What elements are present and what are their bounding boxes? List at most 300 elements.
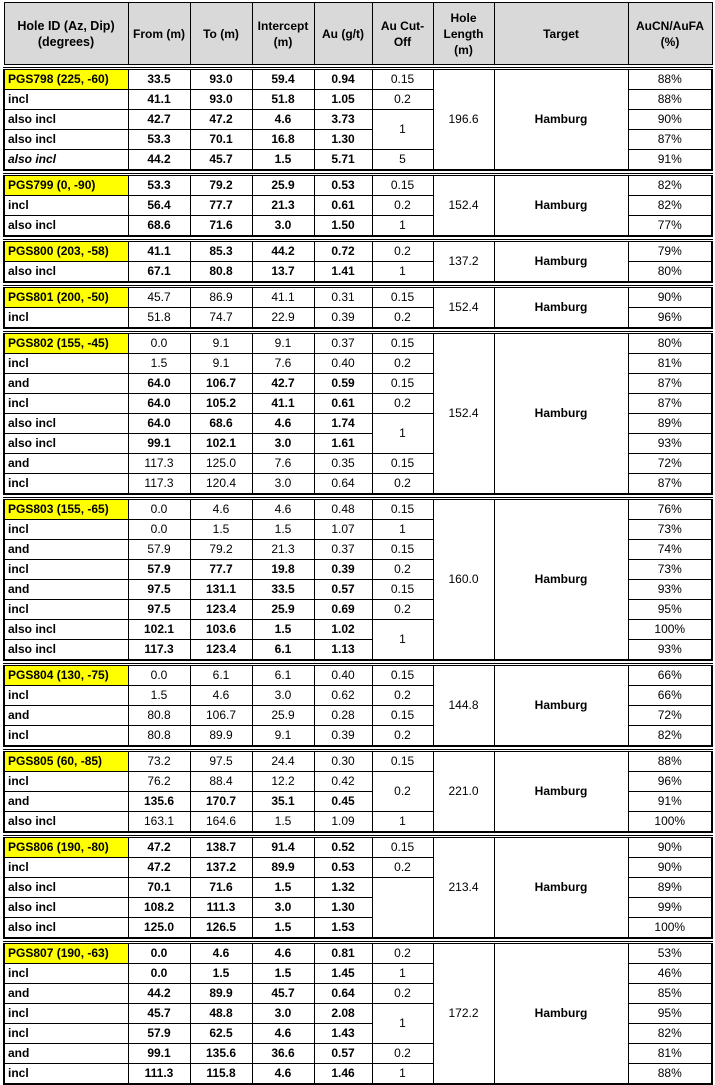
cell-from: 99.1 [128, 1044, 190, 1064]
cell-ratio: 66% [628, 686, 712, 706]
cell-to: 85.3 [190, 241, 252, 262]
cell-intercept: 7.6 [252, 454, 314, 474]
interval-label: incl [4, 196, 128, 216]
cell-ratio: 72% [628, 454, 712, 474]
cell-to: 164.6 [190, 812, 252, 833]
cell-cutoff: 0.2 [372, 241, 433, 262]
interval-label: and [4, 792, 128, 812]
cell-from: 163.1 [128, 812, 190, 833]
cell-au: 1.74 [314, 414, 372, 434]
cell-from: 45.7 [128, 1004, 190, 1024]
cell-ratio: 85% [628, 984, 712, 1004]
cell-to: 6.1 [190, 665, 252, 686]
cell-ratio: 87% [628, 374, 712, 394]
cell-au: 2.08 [314, 1004, 372, 1024]
cell-from: 97.5 [128, 600, 190, 620]
cell-au: 0.45 [314, 792, 372, 812]
cell-to: 9.1 [190, 354, 252, 374]
cell-au: 0.64 [314, 474, 372, 495]
cell-target: Hamburg [494, 837, 628, 939]
cell-intercept: 42.7 [252, 374, 314, 394]
cell-au: 1.45 [314, 964, 372, 984]
cell-au: 5.71 [314, 150, 372, 171]
header-hole-length: Hole Length (m) [433, 3, 494, 65]
cell-hole-length: 152.4 [433, 287, 494, 329]
hole-group [4, 333, 712, 495]
cell-intercept: 4.6 [252, 110, 314, 130]
cell-cutoff: 0.15 [372, 333, 433, 354]
cell-cutoff: 0.15 [372, 287, 433, 308]
cell-ratio: 82% [628, 175, 712, 196]
cell-intercept: 1.5 [252, 620, 314, 640]
cell-cutoff: 0.15 [372, 751, 433, 772]
cell-to: 170.7 [190, 792, 252, 812]
cell-cutoff: 0.2 [372, 474, 433, 495]
cell-cutoff: 0.2 [372, 772, 433, 812]
cell-cutoff: 5 [372, 150, 433, 171]
interval-label: also incl [4, 898, 128, 918]
interval-label: incl [4, 858, 128, 878]
cell-intercept: 21.3 [252, 196, 314, 216]
cell-intercept: 3.0 [252, 1004, 314, 1024]
cell-target: Hamburg [494, 943, 628, 1085]
cell-from: 76.2 [128, 772, 190, 792]
interval-label: incl [4, 726, 128, 747]
hole-id: PGS807 (190, -63) [4, 943, 128, 964]
header-from: From (m) [128, 3, 190, 65]
interval-label: and [4, 706, 128, 726]
hole-id: PGS804 (130, -75) [4, 665, 128, 686]
cell-intercept: 1.5 [252, 918, 314, 939]
cell-from: 57.9 [128, 540, 190, 560]
cell-to: 123.4 [190, 600, 252, 620]
interval-label: incl [4, 964, 128, 984]
interval-label: also incl [4, 620, 128, 640]
interval-label: incl [4, 686, 128, 706]
interval-label: incl [4, 354, 128, 374]
cell-to: 88.4 [190, 772, 252, 792]
cell-intercept: 9.1 [252, 333, 314, 354]
cell-cutoff: 0.15 [372, 540, 433, 560]
cell-au: 0.53 [314, 175, 372, 196]
cell-target: Hamburg [494, 665, 628, 747]
cell-au: 3.73 [314, 110, 372, 130]
cell-from: 117.3 [128, 640, 190, 661]
interval-label: incl [4, 308, 128, 329]
cell-ratio: 93% [628, 434, 712, 454]
cell-au: 1.09 [314, 812, 372, 833]
cell-au: 0.53 [314, 858, 372, 878]
cell-ratio: 87% [628, 474, 712, 495]
cell-au: 1.43 [314, 1024, 372, 1044]
cell-au: 0.40 [314, 354, 372, 374]
header-target: Target [494, 3, 628, 65]
cell-au: 0.52 [314, 837, 372, 858]
cell-au: 0.28 [314, 706, 372, 726]
cell-to: 77.7 [190, 560, 252, 580]
cell-ratio: 95% [628, 600, 712, 620]
cell-ratio: 72% [628, 706, 712, 726]
cell-to: 138.7 [190, 837, 252, 858]
cell-au: 0.61 [314, 394, 372, 414]
cell-cutoff: 0.15 [372, 665, 433, 686]
cell-from: 68.6 [128, 216, 190, 237]
cell-intercept: 6.1 [252, 640, 314, 661]
hole-group [4, 665, 712, 747]
cell-to: 77.7 [190, 196, 252, 216]
cell-to: 47.2 [190, 110, 252, 130]
table-row [4, 241, 712, 262]
cell-cutoff: 0.15 [372, 499, 433, 520]
hole-group [4, 175, 712, 237]
cell-target: Hamburg [494, 751, 628, 833]
hole-group [4, 943, 712, 1085]
cell-intercept: 3.0 [252, 434, 314, 454]
cell-from: 41.1 [128, 241, 190, 262]
interval-label: incl [4, 1004, 128, 1024]
cell-intercept: 7.6 [252, 354, 314, 374]
cell-to: 79.2 [190, 175, 252, 196]
cell-from: 0.0 [128, 333, 190, 354]
cell-au: 1.50 [314, 216, 372, 237]
cell-cutoff: 1 [372, 110, 433, 150]
cell-intercept: 1.5 [252, 964, 314, 984]
cell-cutoff: 0.2 [372, 196, 433, 216]
cell-au: 1.41 [314, 262, 372, 283]
header-hole-id: Hole ID (Az, Dip) (degrees) [4, 3, 128, 65]
interval-label: incl [4, 1024, 128, 1044]
cell-from: 108.2 [128, 898, 190, 918]
cell-ratio: 95% [628, 1004, 712, 1024]
interval-label: incl [4, 600, 128, 620]
hole-group [4, 751, 712, 833]
cell-to: 93.0 [190, 90, 252, 110]
cell-intercept: 21.3 [252, 540, 314, 560]
cell-cutoff: 0.2 [372, 984, 433, 1004]
cell-cutoff: 1 [372, 812, 433, 833]
interval-label: also incl [4, 878, 128, 898]
hole-id: PGS800 (203, -58) [4, 241, 128, 262]
cell-from: 70.1 [128, 878, 190, 898]
cell-from: 0.0 [128, 499, 190, 520]
cell-from: 111.3 [128, 1064, 190, 1085]
cell-from: 47.2 [128, 837, 190, 858]
cell-ratio: 90% [628, 110, 712, 130]
cell-ratio: 80% [628, 333, 712, 354]
cell-cutoff: 0.2 [372, 394, 433, 414]
cell-to: 120.4 [190, 474, 252, 495]
cell-intercept: 9.1 [252, 726, 314, 747]
interval-label: also incl [4, 414, 128, 434]
cell-ratio: 87% [628, 130, 712, 150]
cell-intercept: 1.5 [252, 520, 314, 540]
cell-from: 97.5 [128, 580, 190, 600]
cell-hole-length: 152.4 [433, 175, 494, 237]
cell-to: 9.1 [190, 333, 252, 354]
drill-results-table [3, 2, 713, 1085]
cell-intercept: 4.6 [252, 499, 314, 520]
interval-label: also incl [4, 812, 128, 833]
cell-from: 0.0 [128, 665, 190, 686]
interval-label: incl [4, 560, 128, 580]
cell-cutoff: 0.15 [372, 374, 433, 394]
cell-target: Hamburg [494, 287, 628, 329]
cell-target: Hamburg [494, 499, 628, 661]
cell-cutoff: 1 [372, 520, 433, 540]
cell-ratio: 93% [628, 640, 712, 661]
cell-from: 0.0 [128, 964, 190, 984]
cell-to: 105.2 [190, 394, 252, 414]
cell-cutoff: 0.2 [372, 90, 433, 110]
cell-to: 93.0 [190, 69, 252, 90]
cell-au: 0.42 [314, 772, 372, 792]
cell-intercept: 3.0 [252, 474, 314, 495]
cell-to: 103.6 [190, 620, 252, 640]
cell-ratio: 90% [628, 287, 712, 308]
cell-from: 1.5 [128, 686, 190, 706]
cell-from: 44.2 [128, 984, 190, 1004]
cell-ratio: 79% [628, 241, 712, 262]
cell-au: 1.13 [314, 640, 372, 661]
cell-au: 1.30 [314, 130, 372, 150]
header-intercept: Intercept (m) [252, 3, 314, 65]
cell-intercept: 1.5 [252, 150, 314, 171]
cell-intercept: 51.8 [252, 90, 314, 110]
cell-ratio: 76% [628, 499, 712, 520]
cell-ratio: 87% [628, 394, 712, 414]
cell-intercept: 41.1 [252, 394, 314, 414]
cell-au: 0.69 [314, 600, 372, 620]
cell-au: 1.07 [314, 520, 372, 540]
cell-intercept: 24.4 [252, 751, 314, 772]
cell-hole-length: 160.0 [433, 499, 494, 661]
cell-target: Hamburg [494, 333, 628, 495]
cell-au: 0.94 [314, 69, 372, 90]
cell-to: 126.5 [190, 918, 252, 939]
cell-au: 0.39 [314, 560, 372, 580]
cell-hole-length: 221.0 [433, 751, 494, 833]
cell-intercept: 36.6 [252, 1044, 314, 1064]
cell-intercept: 25.9 [252, 706, 314, 726]
cell-ratio: 88% [628, 90, 712, 110]
cell-from: 1.5 [128, 354, 190, 374]
cell-au: 0.40 [314, 665, 372, 686]
cell-hole-length: 137.2 [433, 241, 494, 283]
cell-to: 111.3 [190, 898, 252, 918]
cell-intercept: 25.9 [252, 600, 314, 620]
cell-ratio: 89% [628, 414, 712, 434]
interval-label: also incl [4, 262, 128, 283]
cell-intercept: 13.7 [252, 262, 314, 283]
cell-from: 117.3 [128, 454, 190, 474]
cell-intercept: 3.0 [252, 216, 314, 237]
cell-cutoff [372, 878, 433, 939]
cell-hole-length: 172.2 [433, 943, 494, 1085]
cell-from: 64.0 [128, 414, 190, 434]
cell-to: 97.5 [190, 751, 252, 772]
cell-ratio: 99% [628, 898, 712, 918]
cell-to: 79.2 [190, 540, 252, 560]
cell-to: 125.0 [190, 454, 252, 474]
cell-cutoff: 0.2 [372, 726, 433, 747]
cell-cutoff: 1 [372, 262, 433, 283]
cell-to: 89.9 [190, 984, 252, 1004]
cell-ratio: 82% [628, 196, 712, 216]
cell-to: 106.7 [190, 374, 252, 394]
cell-from: 67.1 [128, 262, 190, 283]
interval-label: incl [4, 90, 128, 110]
cell-to: 137.2 [190, 858, 252, 878]
interval-label: and [4, 374, 128, 394]
cell-from: 42.7 [128, 110, 190, 130]
cell-to: 4.6 [190, 499, 252, 520]
cell-intercept: 12.2 [252, 772, 314, 792]
cell-ratio: 80% [628, 262, 712, 283]
cell-ratio: 90% [628, 837, 712, 858]
cell-intercept: 45.7 [252, 984, 314, 1004]
interval-label: and [4, 984, 128, 1004]
interval-label: also incl [4, 110, 128, 130]
cell-intercept: 4.6 [252, 1064, 314, 1085]
cell-to: 1.5 [190, 964, 252, 984]
cell-au: 0.72 [314, 241, 372, 262]
header-ratio: AuCN/AuFA (%) [628, 3, 712, 65]
header-row [4, 3, 712, 65]
cell-au: 1.05 [314, 90, 372, 110]
cell-from: 0.0 [128, 520, 190, 540]
cell-cutoff: 0.15 [372, 175, 433, 196]
cell-au: 0.62 [314, 686, 372, 706]
cell-au: 1.02 [314, 620, 372, 640]
cell-ratio: 77% [628, 216, 712, 237]
cell-cutoff: 1 [372, 620, 433, 661]
hole-group [4, 69, 712, 171]
cell-au: 1.46 [314, 1064, 372, 1085]
cell-ratio: 96% [628, 308, 712, 329]
cell-au: 0.64 [314, 984, 372, 1004]
cell-cutoff: 0.15 [372, 580, 433, 600]
interval-label: and [4, 580, 128, 600]
cell-ratio: 73% [628, 560, 712, 580]
header-cutoff: Au Cut-Off [372, 3, 433, 65]
table-row [4, 499, 712, 520]
cell-au: 0.61 [314, 196, 372, 216]
cell-ratio: 100% [628, 620, 712, 640]
cell-au: 0.57 [314, 1044, 372, 1064]
table-row [4, 287, 712, 308]
cell-au: 0.81 [314, 943, 372, 964]
drill-results-table-container [3, 2, 713, 1085]
hole-group [4, 499, 712, 661]
cell-cutoff: 1 [372, 1004, 433, 1044]
cell-ratio: 81% [628, 1044, 712, 1064]
cell-to: 1.5 [190, 520, 252, 540]
cell-intercept: 59.4 [252, 69, 314, 90]
cell-cutoff: 0.15 [372, 837, 433, 858]
interval-label: and [4, 1044, 128, 1064]
hole-id: PGS798 (225, -60) [4, 69, 128, 90]
cell-to: 68.6 [190, 414, 252, 434]
cell-to: 48.8 [190, 1004, 252, 1024]
cell-from: 57.9 [128, 1024, 190, 1044]
cell-intercept: 3.0 [252, 686, 314, 706]
cell-ratio: 73% [628, 520, 712, 540]
cell-from: 99.1 [128, 434, 190, 454]
cell-ratio: 89% [628, 878, 712, 898]
cell-from: 44.2 [128, 150, 190, 171]
cell-au: 0.30 [314, 751, 372, 772]
cell-from: 73.2 [128, 751, 190, 772]
cell-ratio: 100% [628, 918, 712, 939]
table-row [4, 175, 712, 196]
cell-au: 1.53 [314, 918, 372, 939]
hole-group [4, 837, 712, 939]
cell-ratio: 96% [628, 772, 712, 792]
cell-hole-length: 144.8 [433, 665, 494, 747]
cell-au: 1.61 [314, 434, 372, 454]
cell-intercept: 4.6 [252, 1024, 314, 1044]
cell-ratio: 53% [628, 943, 712, 964]
cell-cutoff: 0.2 [372, 600, 433, 620]
cell-intercept: 1.5 [252, 812, 314, 833]
cell-ratio: 66% [628, 665, 712, 686]
cell-au: 0.59 [314, 374, 372, 394]
cell-target: Hamburg [494, 69, 628, 171]
cell-hole-length: 213.4 [433, 837, 494, 939]
cell-from: 135.6 [128, 792, 190, 812]
interval-label: incl [4, 474, 128, 495]
cell-from: 102.1 [128, 620, 190, 640]
interval-label: also incl [4, 640, 128, 661]
hole-group [4, 241, 712, 283]
cell-cutoff: 1 [372, 414, 433, 454]
cell-from: 64.0 [128, 394, 190, 414]
cell-intercept: 4.6 [252, 414, 314, 434]
cell-intercept: 19.8 [252, 560, 314, 580]
cell-intercept: 91.4 [252, 837, 314, 858]
interval-label: and [4, 540, 128, 560]
cell-ratio: 100% [628, 812, 712, 833]
cell-ratio: 91% [628, 792, 712, 812]
cell-cutoff: 0.2 [372, 858, 433, 878]
cell-intercept: 44.2 [252, 241, 314, 262]
cell-cutoff: 0.15 [372, 706, 433, 726]
cell-to: 106.7 [190, 706, 252, 726]
interval-label: incl [4, 520, 128, 540]
table-row [4, 751, 712, 772]
hole-id: PGS806 (190, -80) [4, 837, 128, 858]
cell-au: 0.39 [314, 308, 372, 329]
cell-to: 71.6 [190, 216, 252, 237]
cell-cutoff: 1 [372, 1064, 433, 1085]
cell-ratio: 88% [628, 751, 712, 772]
header-au: Au (g/t) [314, 3, 372, 65]
cell-to: 62.5 [190, 1024, 252, 1044]
hole-id: PGS805 (60, -85) [4, 751, 128, 772]
cell-au: 0.57 [314, 580, 372, 600]
cell-to: 102.1 [190, 434, 252, 454]
cell-to: 74.7 [190, 308, 252, 329]
cell-cutoff: 1 [372, 964, 433, 984]
hole-group [4, 287, 712, 329]
cell-intercept: 89.9 [252, 858, 314, 878]
cell-from: 51.8 [128, 308, 190, 329]
cell-cutoff: 0.15 [372, 454, 433, 474]
cell-to: 131.1 [190, 580, 252, 600]
cell-cutoff: 0.2 [372, 1044, 433, 1064]
cell-target: Hamburg [494, 175, 628, 237]
interval-label: and [4, 454, 128, 474]
